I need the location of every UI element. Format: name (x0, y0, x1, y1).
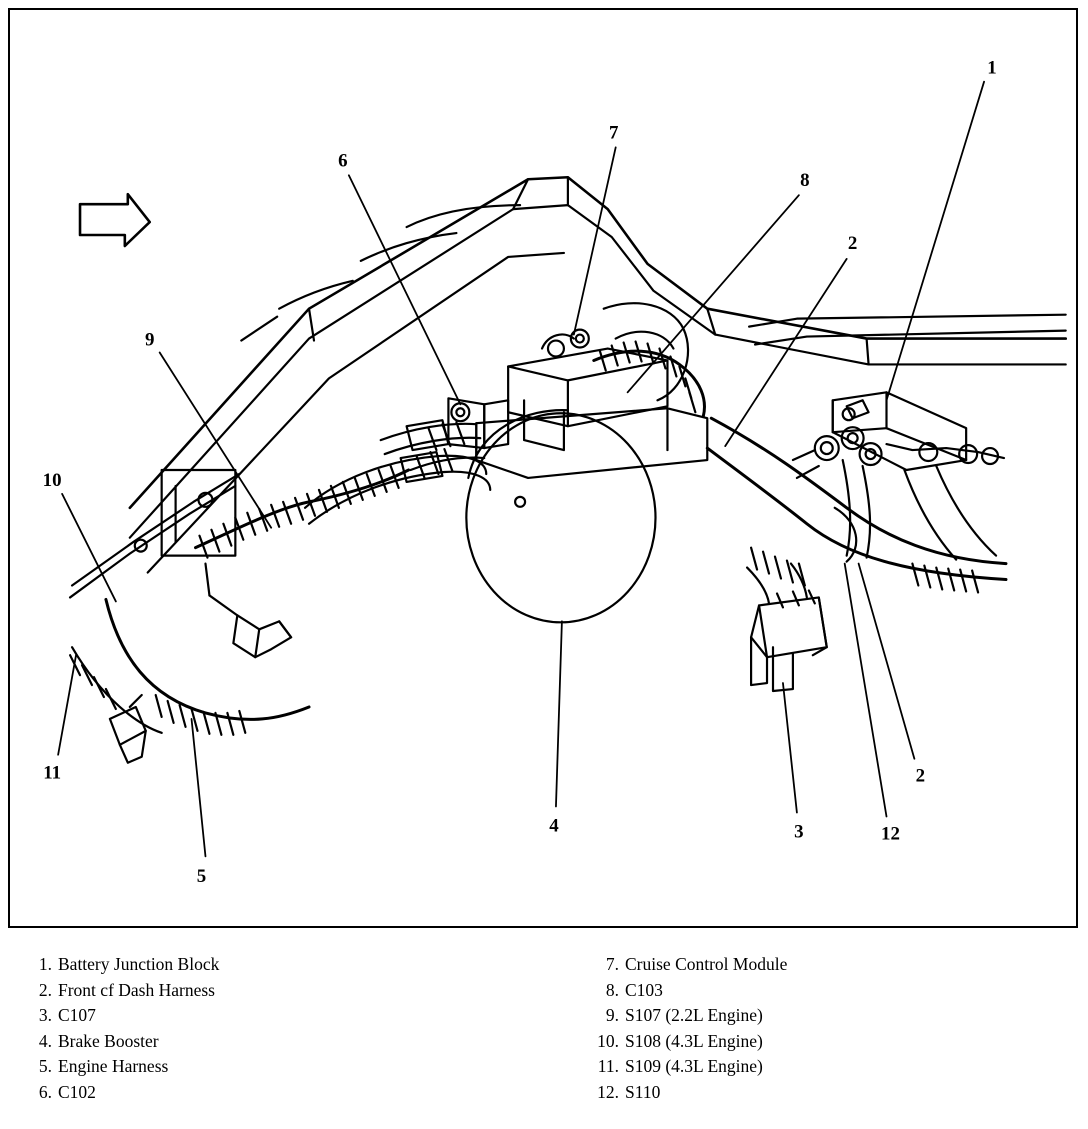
legend-index: 4. (38, 1030, 52, 1051)
legend-index: 8. (605, 979, 619, 1000)
callout-9: 9 (144, 329, 155, 351)
legend-item (593, 978, 1053, 1004)
legend-text: S107 (2.2L Engine) (625, 1005, 763, 1025)
leader-6 (349, 175, 461, 404)
leader-12 (845, 564, 887, 817)
legend-index: 7. (605, 954, 619, 974)
legend-text: Brake Booster (58, 1030, 159, 1051)
legend-item (26, 952, 526, 978)
legend-item (593, 1029, 1053, 1055)
legend-item (593, 1003, 1053, 1029)
leader-1 (887, 82, 985, 401)
legend-text: S109 (4.3L Engine) (625, 1056, 763, 1076)
legend-column-left (26, 952, 526, 1105)
callout-7: 7 (608, 122, 619, 144)
callout-2-lower: 2 (915, 765, 926, 787)
leader-2b (859, 564, 915, 759)
callout-8: 8 (800, 170, 810, 192)
leader-2 (725, 259, 846, 446)
callout-1: 1 (987, 57, 997, 79)
leader-10 (62, 494, 116, 602)
legend-index: 2. (38, 979, 52, 1000)
callout-11: 11 (43, 762, 62, 784)
legend-index: 9. (605, 1005, 619, 1025)
legend-index: 10. (597, 1030, 619, 1051)
legend-text: C107 (58, 1005, 96, 1025)
legend-index: 11. (597, 1056, 619, 1076)
legend-text: C102 (58, 1081, 96, 1102)
callout-6: 6 (338, 150, 348, 172)
legend-text: S108 (4.3L Engine) (625, 1030, 763, 1051)
callout-10: 10 (42, 469, 62, 491)
callout-4: 4 (549, 815, 559, 837)
legend-item (593, 952, 1053, 978)
front-of-vehicle-arrow (80, 194, 150, 246)
leader-8 (628, 195, 799, 392)
legend-index: 3. (38, 1005, 52, 1025)
legend-item (26, 978, 526, 1004)
legend (8, 952, 1078, 1122)
leader-11 (58, 655, 76, 755)
callout-numbers (43, 58, 997, 887)
legend-item (593, 1054, 1053, 1080)
legend-text: Battery Junction Block (58, 954, 220, 974)
callout-12: 12 (881, 823, 900, 845)
legend-index: 5. (38, 1056, 52, 1076)
legend-item (26, 1054, 526, 1080)
legend-item (26, 1003, 526, 1029)
callout-3: 3 (794, 821, 804, 843)
leader-3 (783, 683, 797, 812)
legend-index: 12. (597, 1081, 619, 1102)
legend-text: C103 (625, 979, 663, 1000)
leader-4 (556, 621, 562, 806)
legend-item (26, 1029, 526, 1055)
legend-text: S110 (625, 1081, 661, 1102)
wiring-diagram-illustration (10, 10, 1076, 926)
legend-column-right (593, 952, 1053, 1105)
figure-panel (8, 8, 1078, 928)
legend-index: 6. (38, 1081, 52, 1102)
legend-text: Front cf Dash Harness (58, 979, 215, 1000)
legend-item (593, 1080, 1053, 1106)
leader-5 (192, 719, 206, 856)
legend-text: Cruise Control Module (625, 954, 788, 974)
callout-5: 5 (196, 866, 207, 888)
legend-item (26, 1080, 526, 1106)
callout-2: 2 (847, 232, 858, 254)
legend-index: 1. (38, 954, 52, 974)
legend-text: Engine Harness (58, 1056, 169, 1076)
